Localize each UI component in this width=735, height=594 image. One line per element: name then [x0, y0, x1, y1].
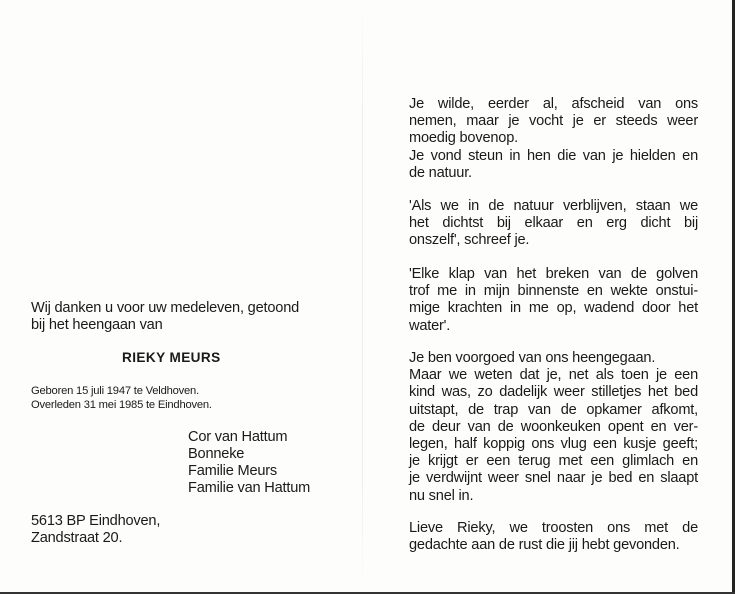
text-line: de deur van de woonkeuken opent en ver- [409, 418, 698, 435]
text-line: Maar we weten dat je, net als toen je een [409, 367, 698, 384]
paragraph-3 [409, 266, 698, 335]
text-line: moedig bovenop. [409, 130, 518, 147]
paragraph-2 [409, 198, 698, 250]
text-line: water'. [409, 317, 451, 334]
family-member: Cor van Hattum [188, 429, 288, 445]
family-member: Familie Meurs [188, 463, 278, 479]
address-line-2: Zandstraat 20. [31, 530, 123, 546]
text-line: nemen, maar je vocht je er steeds weer [409, 113, 698, 130]
text-line: 'Als we in de natuur verblijven, staan we [409, 198, 698, 214]
birth-line: Geboren 15 juli 1947 te Veldhoven. [31, 385, 199, 397]
text-line: je verdwijnt weer snel naar je bed en slaapt [409, 470, 698, 487]
address-line-1: 5613 BP Eindhoven, [31, 513, 161, 529]
text-line: trof me in mijn binnenste en wekte onstui- [409, 283, 698, 300]
text-line: je krijgt er een terug met een glimlach en [409, 453, 698, 470]
paragraph-4 [409, 350, 698, 505]
text-line: nu snel in. [409, 487, 474, 504]
text-line: uitstapt, de trap van de opkamer afkomt, [409, 401, 698, 418]
thanks-line-1: Wij danken u voor uw medeleven, getoond [31, 300, 300, 316]
death-line: Overleden 31 mei 1985 te Eindhoven. [31, 399, 212, 411]
text-line: 'Elke klap van het breken van de golven [409, 266, 698, 282]
paragraph-5 [409, 520, 698, 554]
text-line: de natuur. [409, 165, 472, 182]
deceased-name: RIEKY MEURS [122, 350, 221, 365]
card-fold-line [362, 0, 363, 594]
family-member: Bonneke [188, 446, 245, 462]
text-line: Je vond steun in hen die van je hielden en [409, 148, 698, 164]
thanks-line-2: bij het heengaan van [31, 317, 163, 333]
text-line: Je ben voorgoed van ons heengegaan. [409, 350, 656, 366]
text-line: onszelf', schreef je. [409, 232, 530, 249]
text-line: Je wilde, eerder al, afscheid van ons [409, 96, 698, 112]
text-line: legen, half koppig ons vlug een kusje geeft; [409, 435, 698, 452]
text-line: Lieve Rieky, we troosten ons met de [409, 520, 698, 536]
paragraph-1 [409, 96, 698, 148]
paragraph-1b [409, 148, 698, 182]
family-member: Familie van Hattum [188, 480, 311, 496]
text-line: mige krachten in me op, wadend door het [409, 300, 698, 317]
text-line: gedachte aan de rust die jij hebt gevonden. [409, 537, 680, 554]
text-line: het dichtst bij elkaar en erg dicht bij [409, 215, 698, 232]
text-line: kind was, zo dadelijk weer stilletjes het bed [409, 384, 698, 401]
